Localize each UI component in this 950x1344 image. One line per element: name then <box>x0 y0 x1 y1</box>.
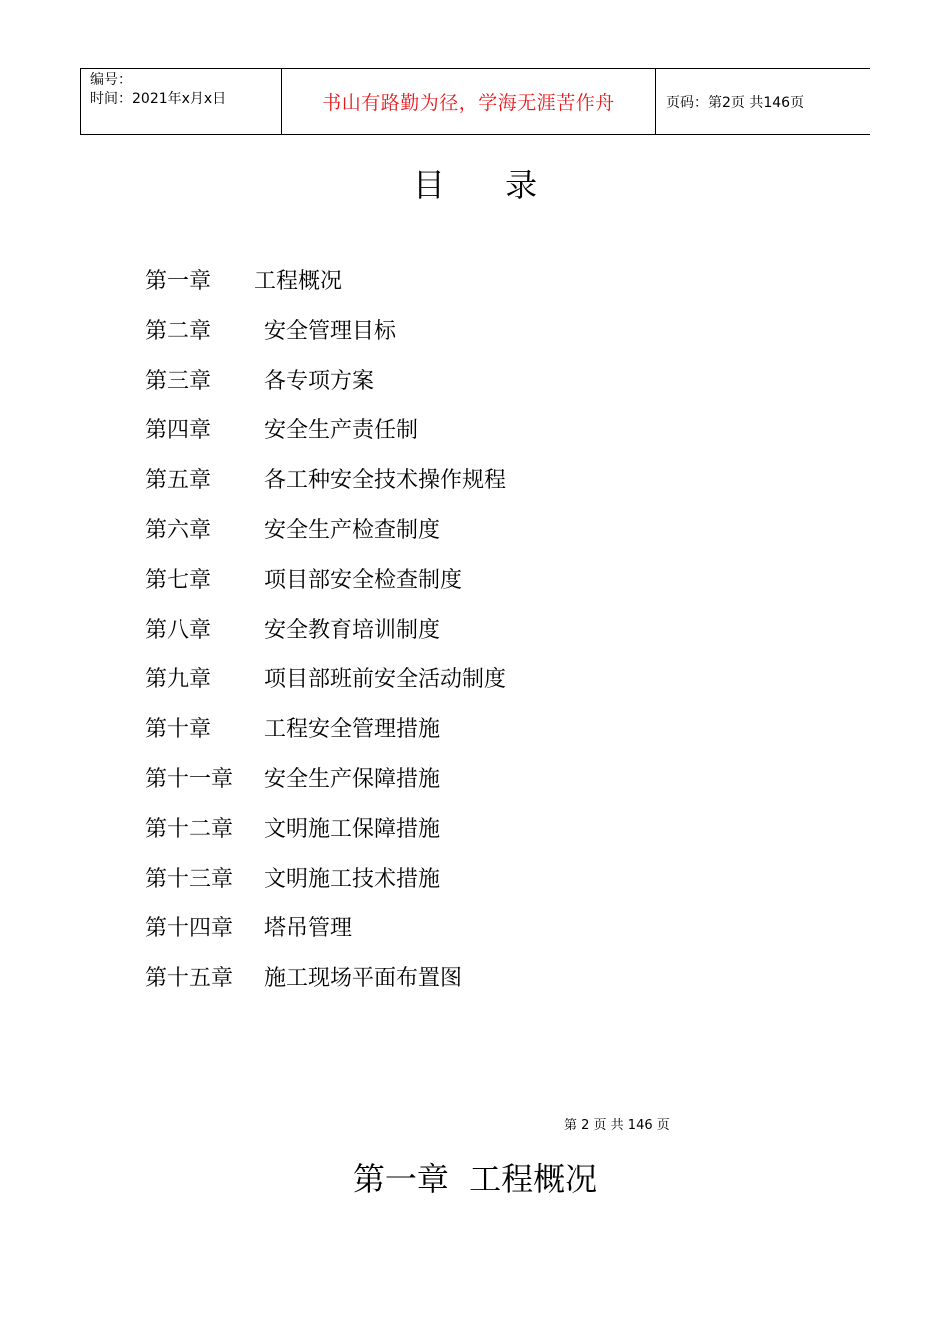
toc-chapter-title: 安全生产检查制度 <box>264 517 441 543</box>
chapter-heading: 第一章 工程概况 <box>352 1160 598 1198</box>
toc-chapter-number: 第十二章 <box>145 816 234 842</box>
toc-chapter-title: 塔吊管理 <box>264 916 353 942</box>
toc-chapter-number: 第六章 <box>145 517 212 543</box>
toc-chapter-title: 安全教育培训制度 <box>264 617 441 643</box>
toc-chapter-title: 各工种安全技术操作规程 <box>264 468 507 494</box>
toc-chapter-number: 第十五章 <box>145 966 234 992</box>
toc-chapter-title: 安全管理目标 <box>264 318 397 344</box>
page-footer: 第 2 页 共 146 页 <box>564 1118 670 1133</box>
page-info-text: 页码：第2页 共146页 <box>666 94 805 111</box>
toc-chapter-title: 文明施工保障措施 <box>264 816 441 842</box>
toc-chapter-title: 各专项方案 <box>264 368 375 394</box>
toc-chapter-title: 项目部安全检查制度 <box>264 567 463 593</box>
toc-chapter-title: 文明施工技术措施 <box>264 866 441 892</box>
toc-chapter-number: 第十一章 <box>145 766 234 792</box>
code-label: 编号： <box>90 72 132 88</box>
date-label: 时间：2021年x月x日 <box>90 91 227 107</box>
header-page-cell <box>656 69 870 134</box>
toc-chapter-title: 安全生产责任制 <box>264 418 419 444</box>
toc-chapter-number: 第三章 <box>145 368 212 394</box>
toc-title: 目 录 <box>412 166 538 204</box>
header-motto-cell <box>282 69 656 134</box>
toc-chapter-title: 施工现场平面布置图 <box>264 966 463 992</box>
toc-chapter-number: 第九章 <box>145 667 212 693</box>
toc-chapter-number: 第十章 <box>145 717 212 743</box>
document-header <box>80 68 870 135</box>
toc-chapter-number: 第七章 <box>145 567 212 593</box>
toc-chapter-title: 工程概况 <box>254 269 343 294</box>
toc-chapter-title: 安全生产保障措施 <box>264 766 441 792</box>
toc-chapter-number: 第二章 <box>145 318 212 344</box>
motto-text: 书山有路勤为径，学海无涯苦作舟 <box>322 92 615 114</box>
toc-chapter-title: 项目部班前安全活动制度 <box>264 667 507 693</box>
toc-chapter-number: 第一章 <box>145 269 212 294</box>
toc-chapter-number: 第十三章 <box>145 866 234 892</box>
toc-chapter-number: 第十四章 <box>145 916 234 942</box>
header-meta-cell <box>81 69 282 134</box>
toc-chapter-number: 第八章 <box>145 617 212 643</box>
toc-chapter-number: 第五章 <box>145 468 212 494</box>
toc-chapter-title: 工程安全管理措施 <box>264 717 441 743</box>
toc-chapter-number: 第四章 <box>145 418 212 444</box>
